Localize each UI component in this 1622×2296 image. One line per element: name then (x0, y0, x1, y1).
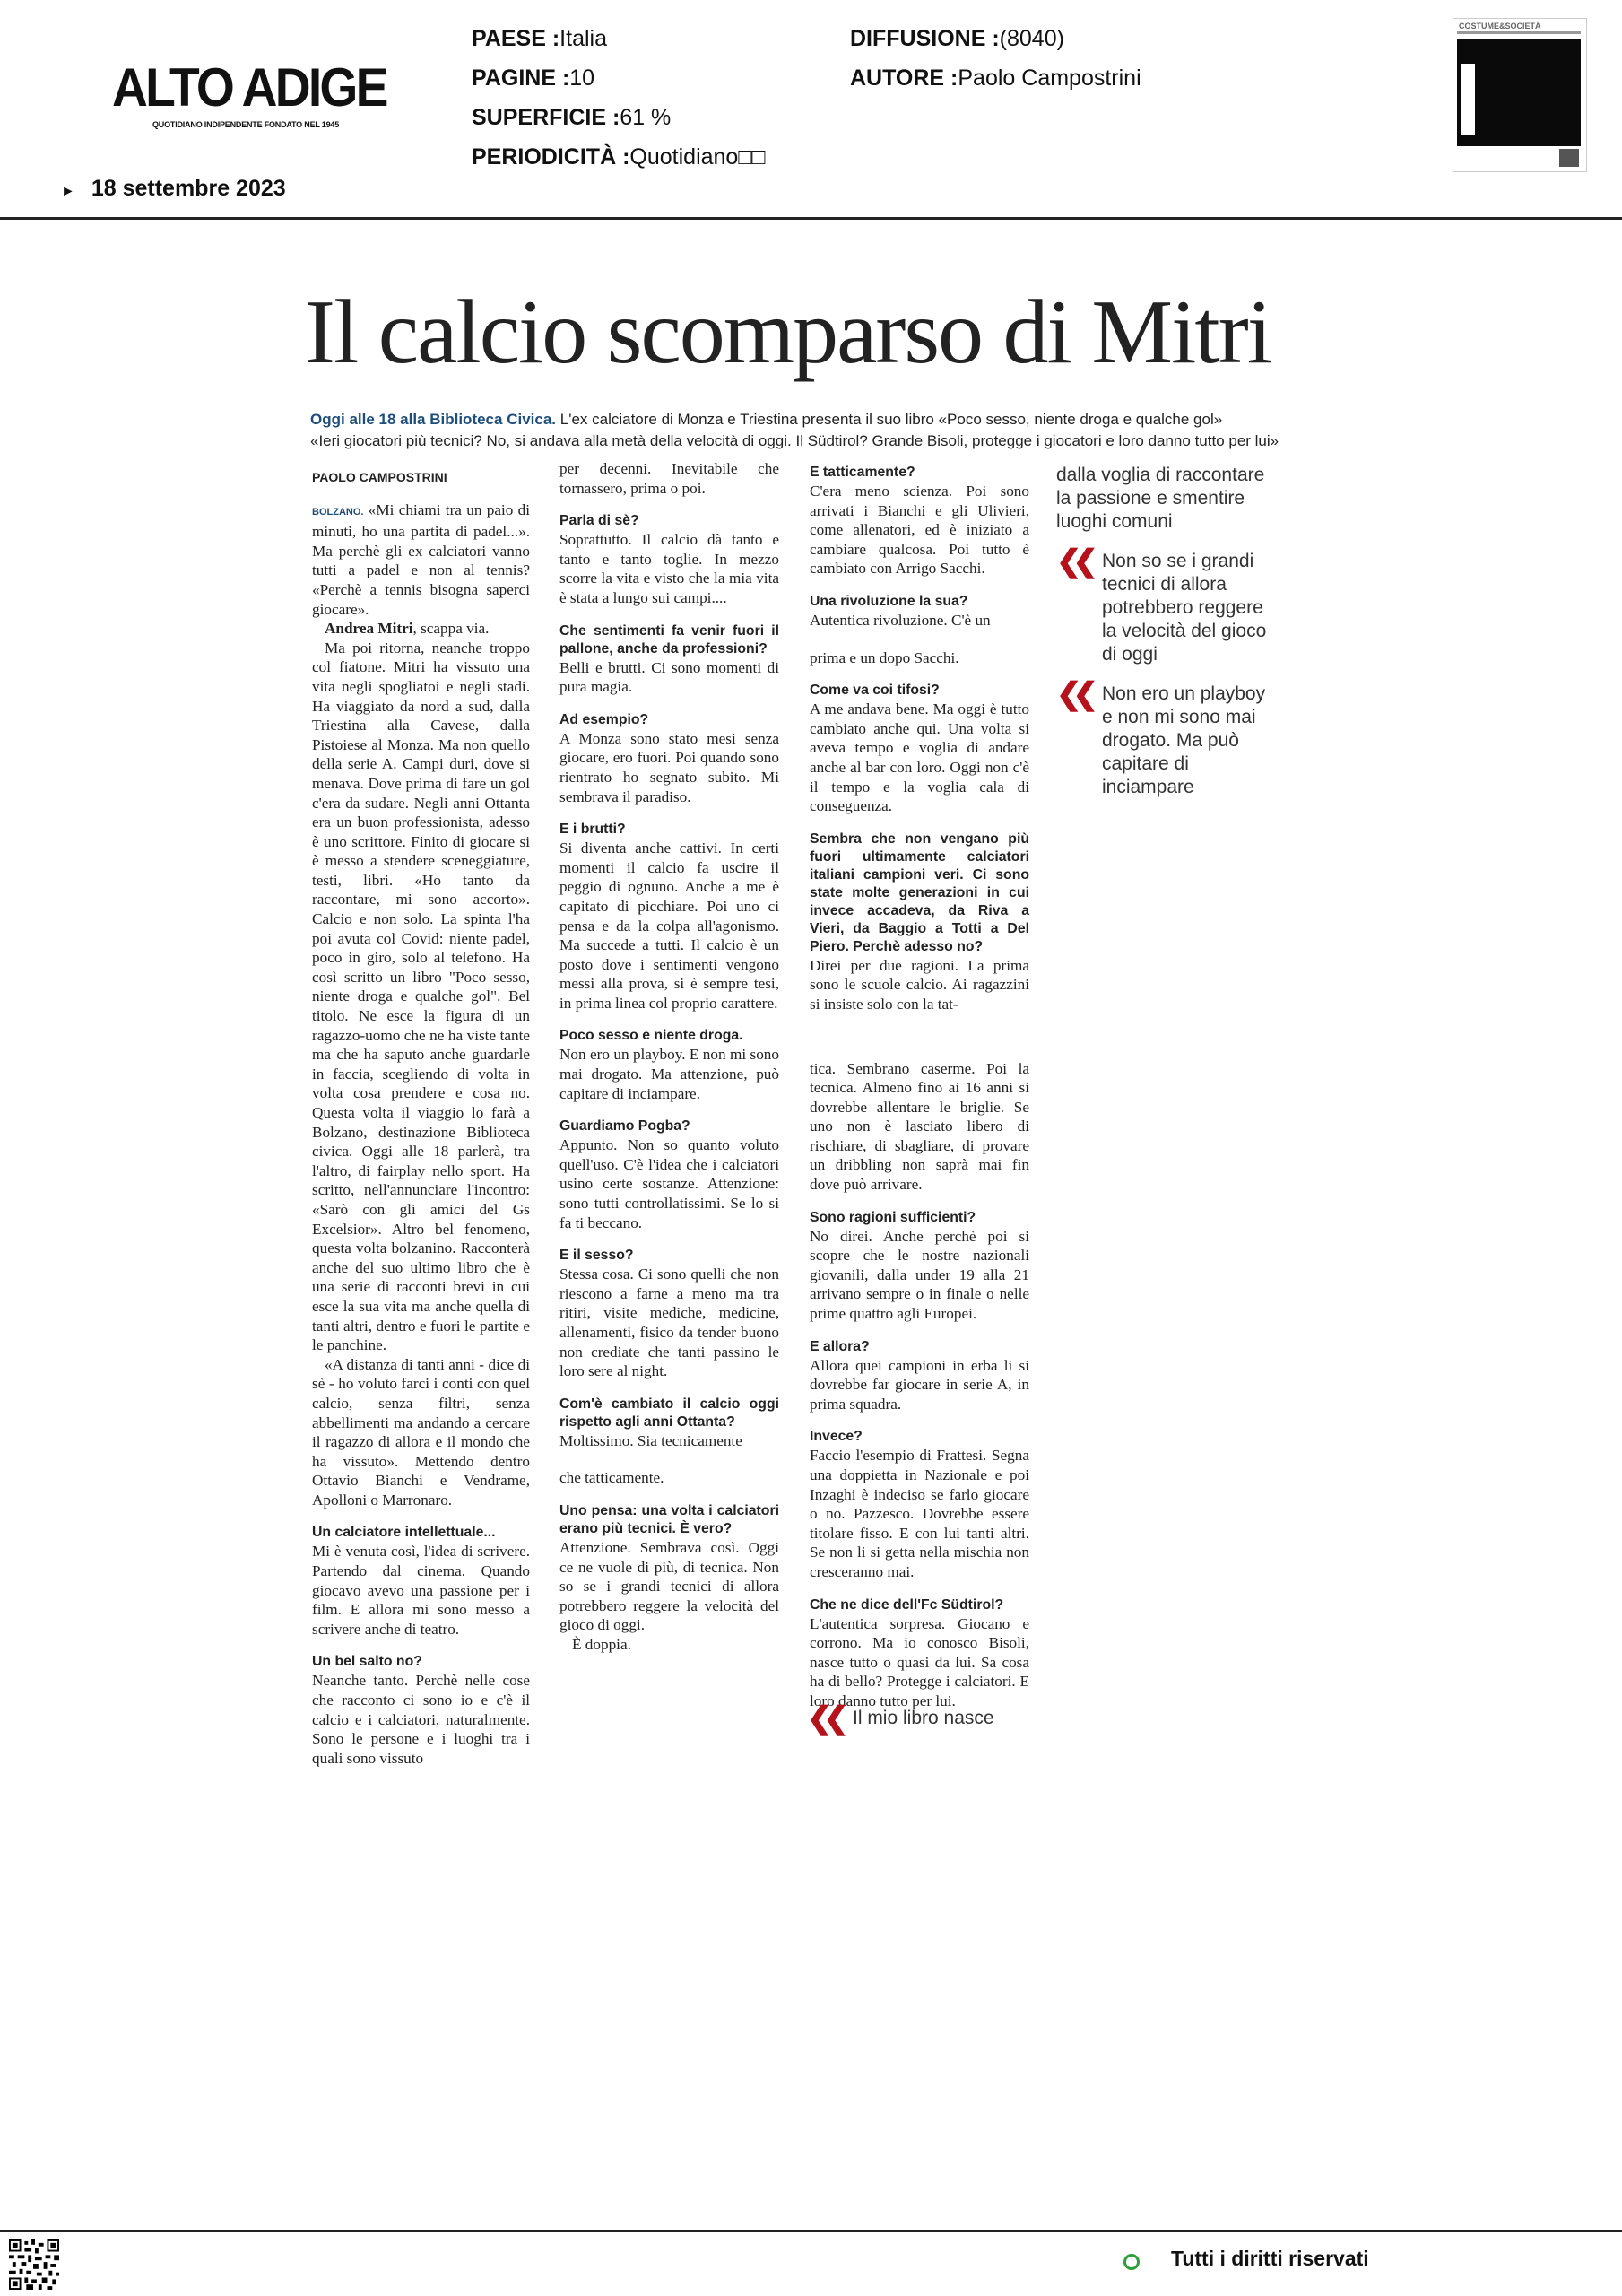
meta-periodicita (472, 146, 766, 169)
interview-question: Ad esempio? (559, 711, 649, 727)
meta-key: DIFFUSIONE : (850, 26, 1000, 51)
header-divider (0, 217, 1622, 220)
article-byline: PAOLO CAMPOSTRINI (312, 470, 447, 484)
quote-chevron-icon: ❮❮ (807, 1701, 840, 1735)
interview-answer: No direi. Anche perchè poi si scopre che le nostre nazionali giovanili, dalla under 19 alla 21 arrivano sempre o in finale o nelle prime quattro agli Europei. (810, 1227, 1029, 1323)
interview-answer: prima e un dopo Sacchi. (810, 648, 959, 666)
interview-question: E il sesso? (559, 1248, 634, 1264)
interview-answer: Mi è venuta così, l'idea di scrivere. Partendo dal cinema. Quando giocavo avevo una passione per i film. E allora mi sono messo a scrivere anche di teatro. (312, 1543, 530, 1638)
meta-value: Quotidiano□□ (629, 144, 766, 170)
interview-question: E allora? (810, 1338, 870, 1354)
interview-answer: Belli e brutti. Ci sono momenti di pura magia. (559, 658, 779, 696)
spacer (810, 1014, 1029, 1059)
thumbnail-light-block (1461, 64, 1475, 135)
thumbnail-photo (1559, 149, 1579, 167)
interview-answer: È doppia. (572, 1635, 631, 1653)
interview-answer: C'era meno scienza. Poi sono arrivati i Bianchi e gli Ulivieri, come allenatori, ed è iniziato a cambiare qualcosa. Poi tutto è cambiato con Arrigo Sacchi. (810, 483, 1029, 578)
meta-value: 10 (569, 65, 595, 91)
pull-quote (1056, 544, 1280, 666)
interview-answer: Allora quei campioni in erba li si dovrebbe far giocare in serie A, in prima squadra. (810, 1356, 1029, 1413)
interview-question: Guardiamo Pogba? (559, 1118, 690, 1135)
interview-answer: Neanche tanto. Perchè nelle cose che racconto ci sono io e c'è il calcio e i calciatori, naturalmente. Sono le persone e i luoghi tra i quali sono vissuto (312, 1672, 530, 1767)
interview-answer: tica. Sembrano caserme. Poi la tecnica. Almeno fino ai 16 anni si dovrebbe allentare le briglie. Se uno non è lasciato libero di rischiare, di sbagliare, di provare un dribbling non saprà mai fin dove può arrivare. (810, 1059, 1029, 1194)
interview-answer: Autentica rivoluzione. C'è un (810, 611, 991, 629)
footer-divider (0, 2230, 1622, 2232)
paragraph-text: «Mi chiami tra un paio di minuti, ho una partita di padel...». Ma perchè gli ex calciatori vanno tutti a padel e non al tennis? «Perchè a tennis bisogna saperci giocare». (312, 500, 530, 618)
copyright-notice: Tutti i diritti riservati (1171, 2247, 1369, 2270)
pull-quote-text: Non so se i grandi tecnici di allora potrebbero reggere la velocità del gioco di oggi (1101, 551, 1267, 665)
meta-key: SUPERFICIE : (472, 105, 620, 130)
paragraph (312, 619, 530, 639)
meta-key: PAESE : (472, 26, 560, 51)
page-thumbnail (1453, 18, 1587, 172)
qr-code-icon (9, 2239, 59, 2290)
interview-question: E i brutti? (559, 822, 626, 838)
meta-value: 61 % (620, 105, 672, 130)
person-name: Andrea Mitri (325, 620, 413, 638)
meta-pagine (472, 67, 594, 90)
interview-question: Com'è cambiato il calcio oggi rispetto agli anni Ottanta? (559, 1396, 779, 1430)
interview-question: Sembra che non vengano più fuori ultimamente calciatori italiani campioni veri. Ci sono state molte generazioni in cui invece accadeva, da Riva a Vieri, da Baggio a Totti a Del Piero. Perchè adesso no? (810, 831, 1029, 954)
interview-answer: A Monza sono stato mesi senza giocare, ero fuori. Poi quando sono rientrato ho segnato subito. Mi sembrava il paradiso. (559, 729, 779, 805)
interview-answer: Stessa cosa. Ci sono quelli che non riescono a farne a meno ma tra ritiri, visite mediche, medicine, allenamenti, fisico da tender buono non crediate che tanti passino le loro sere al night. (559, 1265, 779, 1380)
interview-question: Uno pensa: una volta i calciatori erano più tecnici. È vero? (559, 1502, 779, 1536)
interview-question: Sono ragioni sufficienti? (810, 1209, 976, 1225)
interview-answer: Direi per due ragioni. La prima sono le scuole calcio. Ai ragazzini si insiste solo con la tat- (810, 956, 1029, 1013)
interview-question: Un calciatore intellettuale... (312, 1525, 496, 1541)
thumbnail-dark-block (1457, 39, 1581, 146)
meta-key: PERIODICITÀ : (472, 144, 630, 170)
logo-subtitle: QUOTIDIANO INDIPENDENTE FONDATO NEL 1945 (152, 120, 340, 129)
paragraph (312, 500, 530, 620)
interview-answer: Si diventa anche cattivi. In certi momenti il calcio fa uscire il peggio di ognuno. Anche a me è capitato di picchiare. Poi uno ci pensa e da la colpa all'agonismo. Ma succede a tutti. Il calcio è un posto dove i sentimenti vengono messi alla prova, si è sempre tesi, in prima linea col proprio carattere. (559, 839, 779, 1012)
paragraph-text: , scappa via. (412, 620, 490, 638)
logo-title: ALTO ADIGE (112, 57, 386, 117)
article-column-1 (312, 468, 530, 1774)
interview-question: Che sentimenti fa venir fuori il pallone, anche da professioni? (559, 622, 779, 657)
date-text: 18 settembre 2023 (91, 176, 286, 201)
arrow-right-icon: ► (61, 184, 75, 199)
article-column-3 (810, 464, 1029, 1709)
interview-question: Parla di sè? (559, 513, 639, 529)
meta-autore (850, 67, 1141, 90)
interview-answer: Faccio l'esempio di Frattesi. Segna una doppietta in Nazionale e poi Inzaghi è indeciso se farlo giocare o no. Pazzesco. Dovrebbe essere titolare fisso. E con lui tanti altri. Se non li si getta nella mischia non cresceranno mai. (810, 1447, 1029, 1580)
status-circle-icon (1123, 2254, 1140, 2270)
interview-answer: Appunto. Non so quanto voluto quell'uso. C'è l'idea che i calciatori usino certe sostanze. Attenzione: sono tutti controllatissimi. Se lo si fa ti beccano. (559, 1136, 779, 1231)
interview-question: Una rivoluzione la sua? (810, 593, 968, 609)
subhead-lead: Oggi alle 18 alla Biblioteca Civica. (310, 411, 557, 428)
thumbnail-rule (1457, 31, 1581, 34)
spacer (559, 1450, 779, 1468)
pull-quote-text: Non ero un playboy e non mi sono mai drogato. Ma può capitare di inciampare (1101, 683, 1266, 797)
article-subhead-line2: «Ieri giocatori più tecnici? No, si andava alla metà della velocità di oggi. Il Südtirol? Grande Bisoli, protegge i giocatori e loro danno tutto per lui» (310, 432, 1279, 449)
spacer (810, 631, 1029, 648)
dateline-city: BOLZANO. (312, 506, 364, 517)
article-headline: Il calcio scomparso di Mitri (305, 282, 1271, 383)
interview-question: E tatticamente? (810, 465, 915, 480)
interview-answer: Soprattutto. Il calcio dà tanto e tanto e tanto toglie. In mezzo scorre la vita e visto che la mia vita è stata a lungo sui campi.... (559, 531, 779, 606)
interview-answer: Non ero un playboy. E non mi sono mai drogato. Ma attenzione, può capitare di inciampare. (559, 1046, 779, 1102)
publication-date (61, 176, 286, 202)
interview-question: Un bel salto no? (312, 1654, 422, 1670)
interview-question: Come va coi tifosi? (810, 683, 940, 699)
meta-value: Paolo Campostrini (958, 65, 1141, 91)
meta-diffusione (850, 28, 1064, 50)
quote-chevron-icon: ❮❮ (1056, 677, 1089, 711)
meta-superficie (472, 107, 671, 129)
paragraph: «A distanza di tanti anni - dice di sè - ho voluto farci i conti con quel calcio, senza filtri, senza abbellimenti ma andando a cercare il ragazzo di allora e il mondo che ha vissuto». Mettendo dentro Ottavio Bianchi e Vendrame, Apolloni o Marronaro. (312, 1355, 530, 1509)
interview-question: Poco sesso e niente droga. (559, 1028, 743, 1044)
interview-question: Che ne dice dell'Fc Südtirol? (810, 1596, 1004, 1613)
pull-quote-continued: dalla voglia di raccontare la passione e smentire luoghi comuni (1056, 465, 1265, 532)
pull-quote (1056, 677, 1280, 799)
pull-quote (807, 1700, 994, 1736)
press-clipping-header (0, 0, 1622, 220)
interview-question: Invece? (810, 1429, 863, 1445)
article-subhead (310, 411, 1222, 429)
interview-answer: L'autentica sorpresa. Giocano e corrono. Ma io conosco Bisoli, nasce tutto o quasi da lui. Sa cosa ha di bello? Protegge i calciatori. E loro danno tutto per lui. (810, 1614, 1029, 1709)
quote-chevron-icon: ❮❮ (1056, 544, 1089, 578)
meta-value: (8040) (999, 26, 1064, 51)
meta-key: AUTORE : (850, 65, 958, 91)
newspaper-logo (112, 57, 399, 129)
pull-quote-column (1056, 464, 1280, 799)
interview-answer: A me andava bene. Ma oggi è tutto cambiato anche qui. Una volta si aveva tempo e voglia di andare anche al bar con loro. Oggi non c'è il tempo e la voglia cala di conseguenza. (810, 700, 1029, 815)
interview-answer: per decenni. Inevitabile che tornassero, prima o poi. (559, 460, 779, 497)
meta-key: PAGINE : (472, 65, 570, 91)
interview-answer: che tatticamente. (559, 1469, 664, 1487)
thumbnail-section-label: COSTUME&SOCIETÀ (1459, 22, 1541, 30)
paragraph: Ma poi ritorna, neanche troppo col fiatone. Mitri ha vissuto una vita negli spogliatoi e negli stadi. Ha viaggiato da nord a sud, dalla Triestina alla Cavese, dalla Pistoiese al Monza. Ma non quello della serie A. Campi duri, dove si menava. Dove prima di fare un gol c'era da sudare. Negli anni Ottanta era un buon professionista, adesso è uno scrittore. Finito di giocare si è messo a stendere sceneggiature, testi, libri. «Ho tanto da raccontare, mi sono accorto». Calcio e non solo. La spinta l'ha poi avuta col Covid: niente padel, poco in giro, solo al telefono. Ha così scritto un libro "Poco sesso, niente droga e qualche gol". Bel titolo. Ne esce la figura di un ragazzo-uomo che ne ha viste tante ma che ha saputo anche guardarle in faccia, scegliendo di volta in volta cosa prendere e cosa no. Questa volta il viaggio lo farà a Bolzano, destinazione Biblioteca civica. Oggi alle 18 parlerà, tra l'altro, di fairplay nello sport. Ha scritto, nell'annunciare l'incontro: «Sarò con gli amici del Gs Excelsior». Altro bel fenomeno, questa volta bolzanino. Racconterà anche del suo ultimo libro che è una serie di racconti brevi in cui esce la sua vita ma anche quella di tanti altri, dentro e fuori le partite e le panchine. (312, 639, 530, 1354)
article-column-2 (559, 459, 779, 1733)
meta-paese (472, 28, 607, 50)
interview-answer: Moltissimo. Sia tecnicamente (559, 1431, 742, 1449)
meta-value: Italia (559, 26, 607, 51)
interview-answer: Attenzione. Sembrava così. Oggi ce ne vuole di più, di tecnica. Non so se i grandi tecnici di allora potrebbero reggere la velocità del gioco di oggi. (559, 1538, 779, 1634)
pull-quote-text: Il mio libro nasce (852, 1708, 994, 1728)
subhead-rest: L'ex calciatore di Monza e Triestina presenta il suo libro «Poco sesso, niente droga e qualche gol» (556, 411, 1223, 428)
